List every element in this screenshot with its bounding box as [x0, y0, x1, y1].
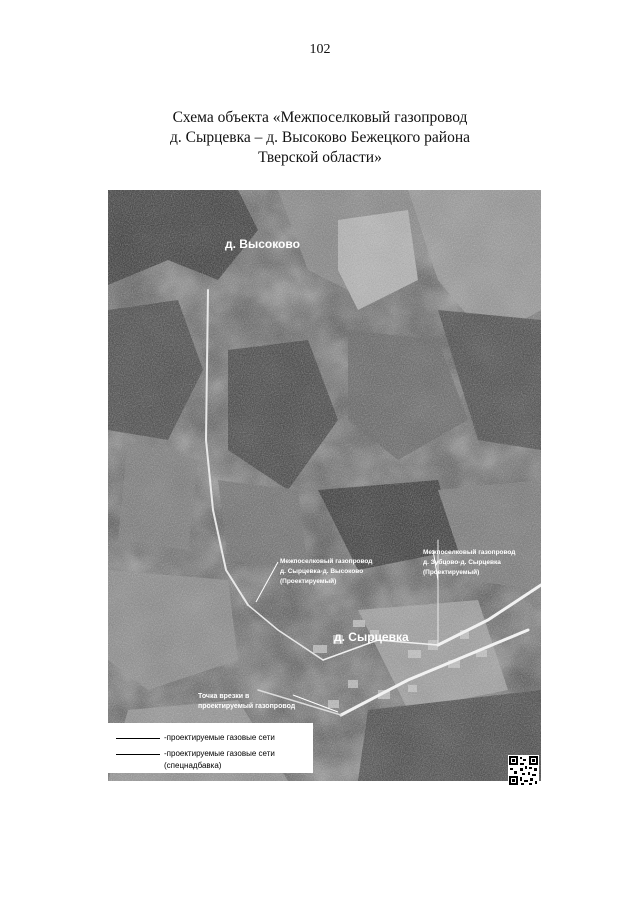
svg-text:д. Зубцово-д. Сырцевка: д. Зубцово-д. Сырцевка: [423, 559, 501, 566]
qr-code-icon: [508, 755, 539, 786]
map-grain: [108, 190, 541, 781]
village-label-north: д. Высоково: [225, 237, 300, 251]
document-title: [90, 108, 550, 168]
svg-text:д. Сырцевка-д. Высоково: д. Сырцевка-д. Высоково: [280, 568, 364, 575]
village-label-south: д. Сырцевка: [334, 630, 409, 644]
legend-item-label: -проектируемые газовые сети: [164, 749, 275, 758]
legend-item-sublabel: (спецнадбавка): [164, 761, 222, 770]
satellite-map: [108, 190, 541, 781]
svg-text:Точка врезки в: Точка врезки в: [198, 693, 250, 700]
legend-item-label: -проектируемые газовые сети: [164, 733, 275, 742]
svg-text:(Проектируемый): (Проектируемый): [280, 578, 337, 585]
qr-code: [508, 755, 539, 786]
title-line-3: Тверской области»: [258, 149, 382, 166]
title-line-2: д. Сырцевка – д. Высоково Бежецкого района: [169, 129, 471, 146]
title-line-1: Схема объекта «Межпоселковый газопровод: [172, 109, 468, 126]
map-image: [108, 190, 541, 781]
svg-text:Межпоселковый газопровод: Межпоселковый газопровод: [423, 549, 516, 556]
page-number: 102: [309, 42, 331, 57]
svg-text:(Проектируемый): (Проектируемый): [423, 569, 480, 576]
map-legend: [108, 723, 313, 773]
svg-text:Межпоселковый газопровод: Межпоселковый газопровод: [280, 558, 373, 565]
legend-line-symbol: [116, 754, 160, 755]
legend-line-symbol: [116, 738, 160, 739]
svg-text:проектируемый газопровод: проектируемый газопровод: [198, 703, 296, 710]
